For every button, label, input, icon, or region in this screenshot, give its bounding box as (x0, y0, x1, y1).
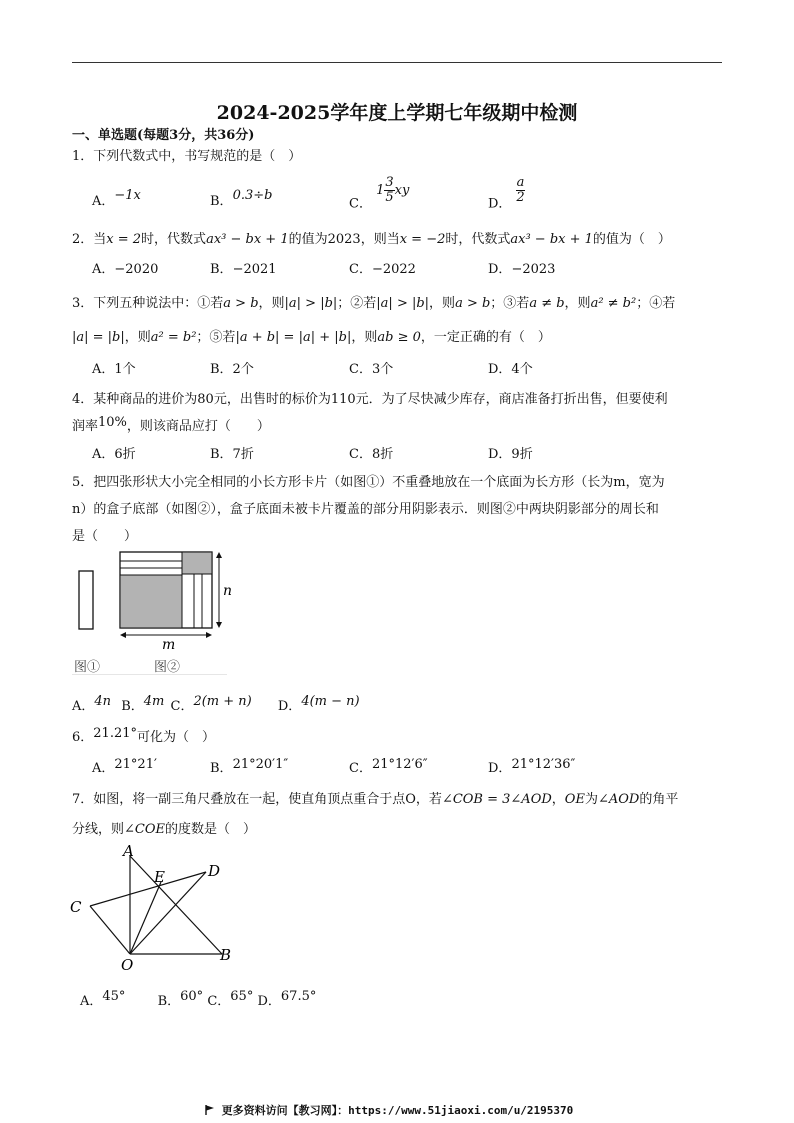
q4-option-c: C．8折 (349, 447, 394, 462)
q2-option-d: D．−2023 (488, 262, 556, 277)
shaded-region-upper (182, 552, 212, 574)
point-a-label: A (123, 842, 134, 860)
q7-stem-line1: 7．如图，将一副三角尺叠放在一起，使直角顶点重合于点O，若∠COB = 3∠AOD，OE为∠AOD的角平 (72, 792, 679, 807)
q2-option-c: C．−2022 (349, 262, 416, 277)
q6-option-c: C．21°12′6″ (349, 757, 428, 776)
q1-option-d: D． $\frac{a}{2}$ (488, 175, 525, 212)
footer (205, 1102, 573, 1118)
page-title: 2024-2025学年度上学期七年级期中检测 (216, 102, 578, 124)
q7-stem-line2: 分线，则∠COE的度数是（ ） (72, 822, 257, 837)
q6-option-a: A．21°21′ (92, 757, 157, 776)
q5-options: A．4n B．4m C．2(m + n) D．4(m − n) (72, 694, 360, 714)
point-e-label: E (154, 868, 165, 886)
q5-stem-line1: 5．把四张形状大小完全相同的小长方形卡片（如图①）不重叠地放在一个底面为长方形（长为m，宽为 (72, 475, 665, 490)
q3-option-a: A．1个 (92, 362, 136, 377)
q5-figure (72, 545, 232, 675)
card-figure (79, 571, 93, 629)
q4-stem-line1: 4．某种商品的进价为80元，出售时的标价为110元．为了尽快减少库存，商店准备打折出售，但要使利 (72, 392, 668, 407)
q3-option-b: B．2个 (210, 362, 254, 377)
q1-option-a: A．−1x (92, 188, 141, 209)
point-c-label: C (70, 898, 82, 916)
q2-option-b: B．−2021 (210, 262, 277, 277)
section-heading: 一、单选题(每题3分，共36分) (72, 128, 255, 143)
q6-option-d: D．21°12′36″ (488, 757, 576, 776)
top-rule (72, 62, 722, 63)
q3-stem-line1: 3．下列五种说法中：①若a > b，则|a| > |b|；②若|a| > |b|，则a > b；③若a ≠ b，则a² ≠ b²；④若 (72, 296, 676, 311)
fig2-caption: 图② (154, 660, 181, 675)
flag-icon (205, 1105, 215, 1115)
footer-link[interactable]: 更多资料访问【教习网】：https://www.51jiaoxi.com/u/2195370 (221, 1104, 574, 1117)
q4-option-d: D．9折 (488, 447, 533, 462)
q7-options: A．45° B．60° C．65° D．67.5° (80, 989, 317, 1009)
q1-stem: 1．下列代数式中，书写规范的是（ ） (72, 149, 302, 164)
point-b-label: B (220, 946, 232, 964)
fig1-caption: 图① (74, 660, 101, 675)
label-n: n (223, 583, 232, 599)
point-d-label: D (208, 862, 221, 880)
q6-option-b: B．21°20′1″ (210, 757, 289, 776)
q5-stem-line2: n）的盒子底部（如图②），盒子底面未被卡片覆盖的部分用阴影表示．则图②中两块阴影部分的周长和 (72, 502, 659, 517)
q3-option-c: C．3个 (349, 362, 394, 377)
q4-option-b: B．7折 (210, 447, 254, 462)
q7-figure (66, 842, 246, 974)
q1-option-c: C． 1 $\frac{3}{5}$ xy (349, 175, 410, 212)
label-m: m (162, 637, 176, 653)
q4-stem-line2: 润率10%，则该商品应打（ ） (72, 415, 270, 434)
q1-option-b: B．0.3÷b (210, 188, 273, 209)
q2-option-a: A．−2020 (92, 262, 159, 277)
q4-option-a: A．6折 (92, 447, 136, 462)
q2-stem: 2．当x = 2时，代数式ax³ − bx + 1的值为2023，则当x = −2时，代数式ax³ − bx + 1的值为（ ） (72, 232, 671, 247)
q3-stem-line2: |a| = |b|，则a² = b²；⑤若|a + b| = |a| + |b|，则ab ≥ 0，一定正确的有（ ） (72, 330, 551, 345)
shaded-region-lower (120, 575, 182, 628)
q5-stem-line3: 是（ ） (72, 529, 138, 544)
q3-option-d: D．4个 (488, 362, 533, 377)
q6-stem: 6．21.21°可化为（ ） (72, 726, 216, 745)
point-o-label: O (121, 956, 134, 974)
